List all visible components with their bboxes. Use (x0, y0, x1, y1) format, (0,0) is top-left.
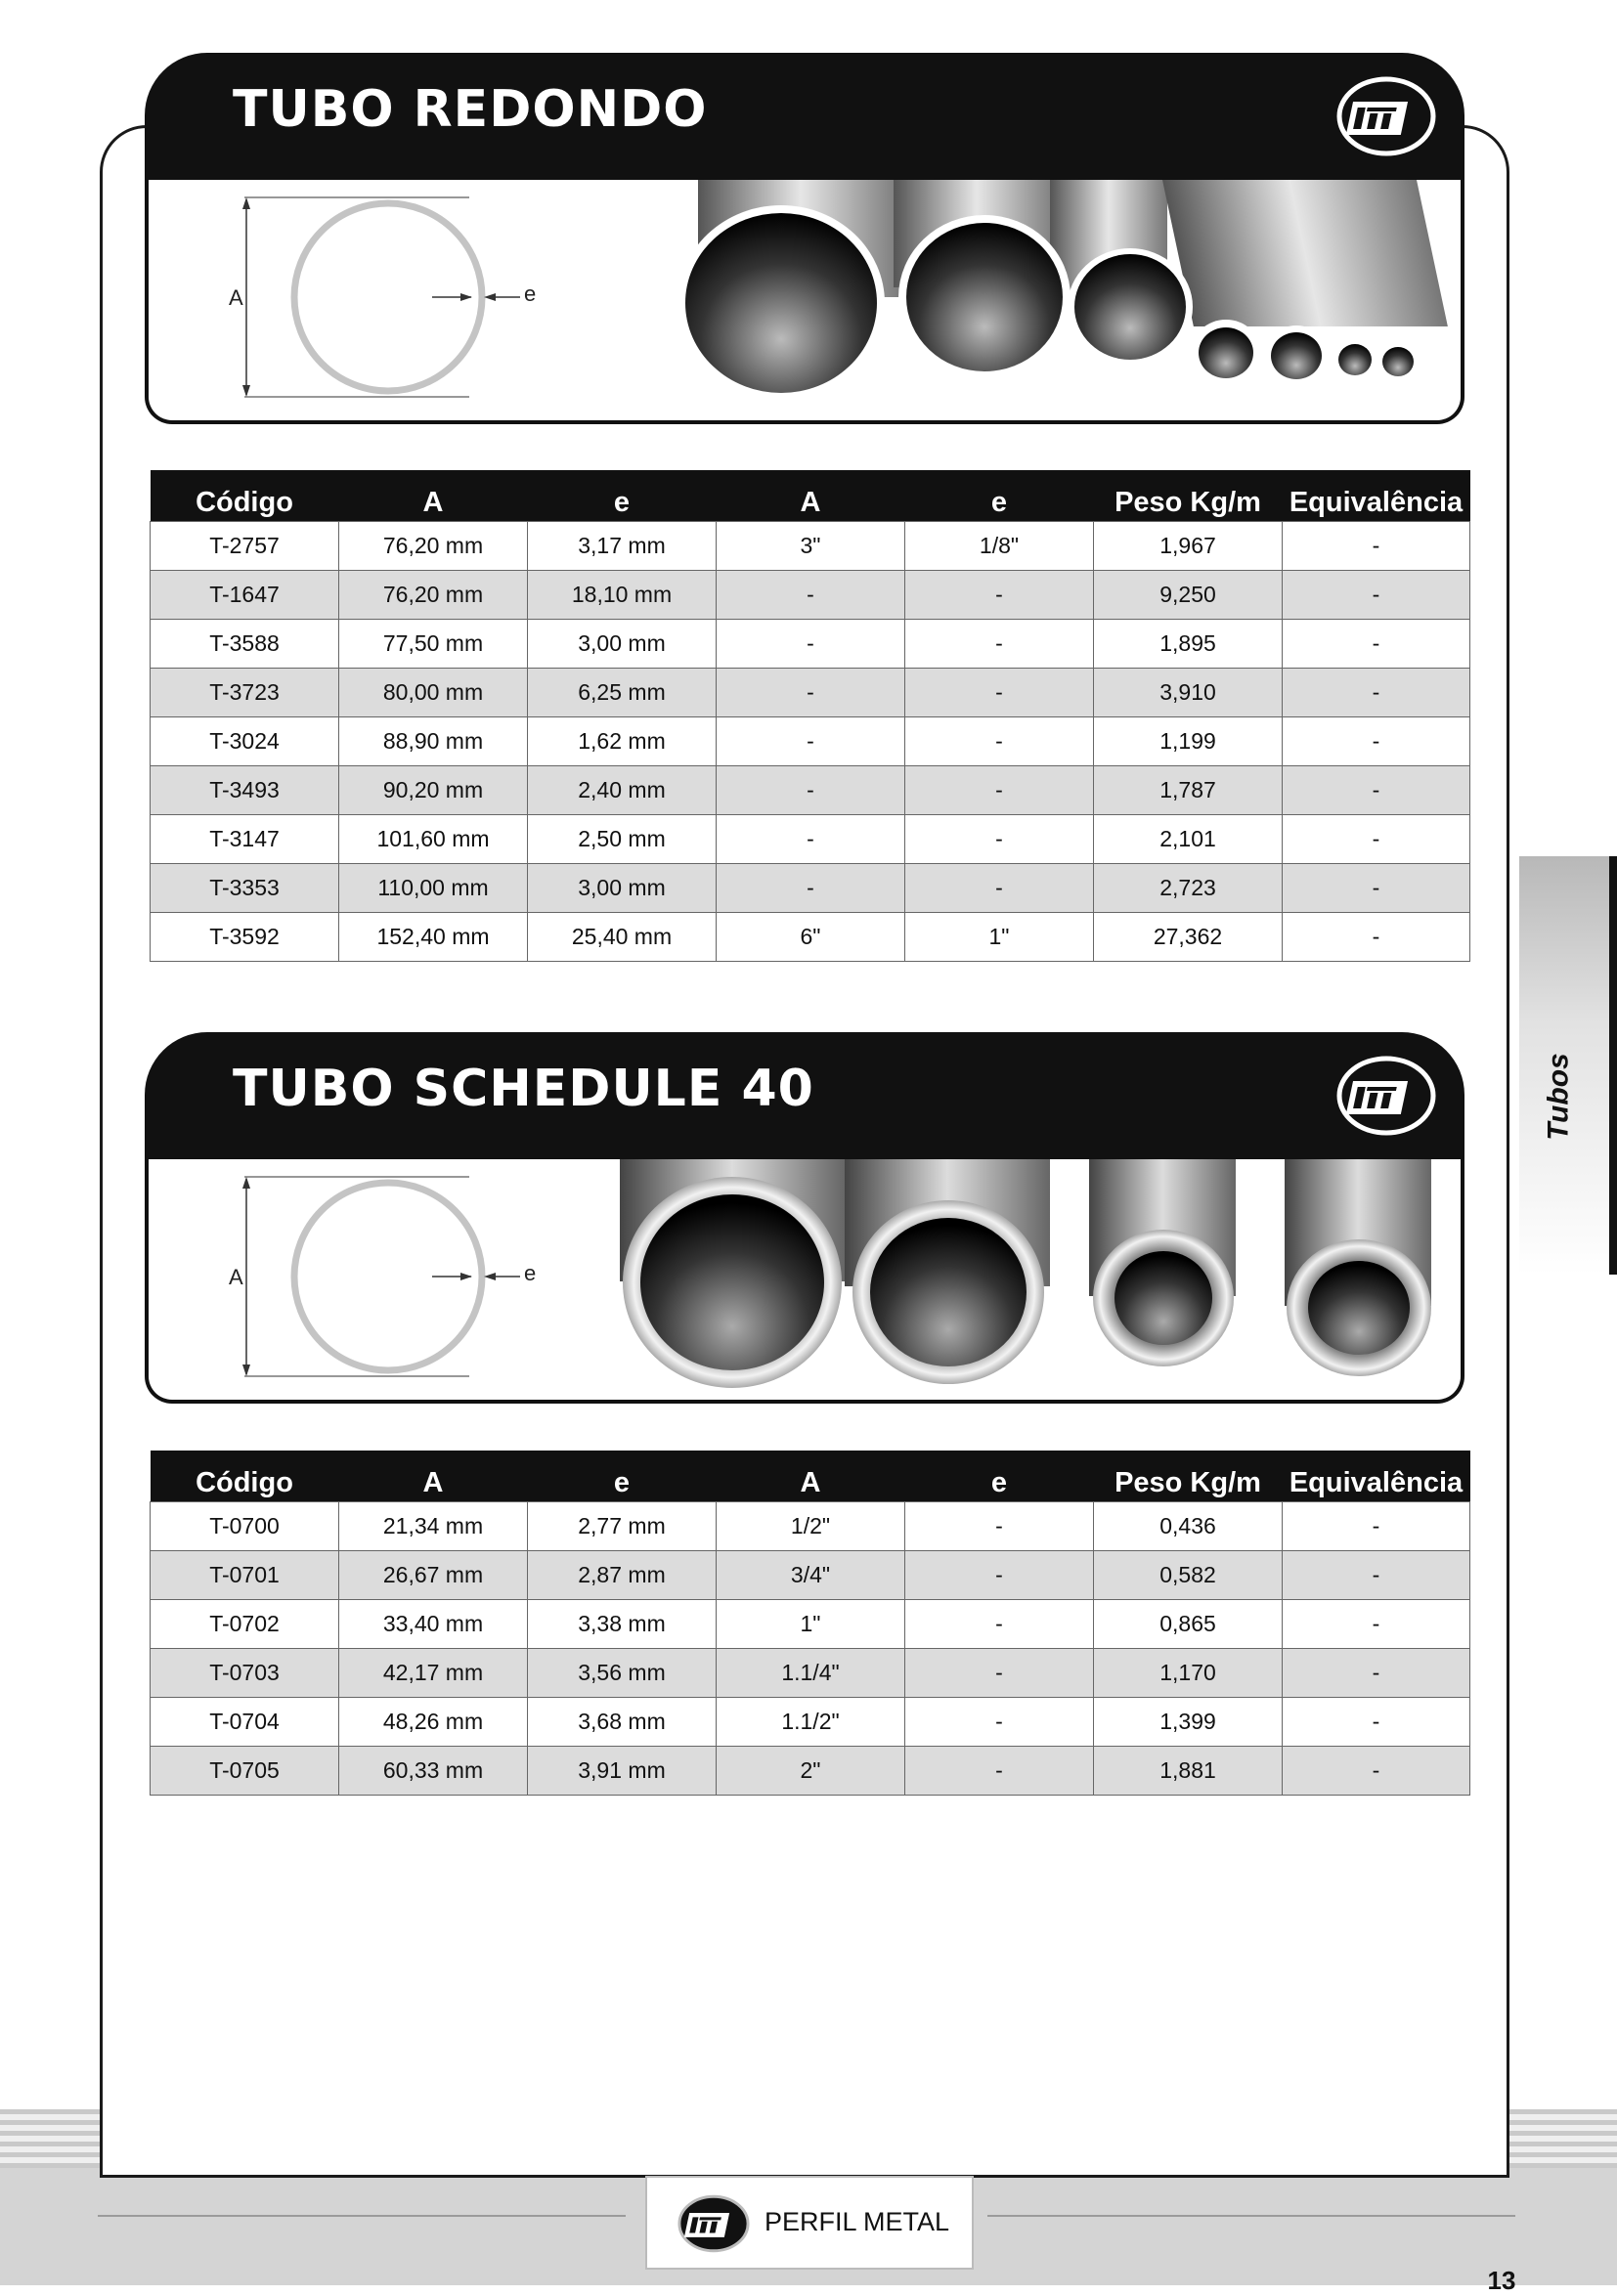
cell-equivalence: - (1283, 571, 1470, 620)
cell-weight: 3,910 (1094, 669, 1283, 717)
column-header: A (339, 1451, 528, 1502)
cell-weight: 27,362 (1094, 913, 1283, 962)
cell-e-mm: 6,25 mm (528, 669, 717, 717)
table-row (151, 913, 1470, 962)
cell-code: T-3493 (151, 766, 339, 815)
cell-weight: 9,250 (1094, 571, 1283, 620)
cell-equivalence: - (1283, 522, 1470, 571)
spec-table-redondo (150, 470, 1470, 962)
dimension-e-label: e (524, 1261, 537, 1285)
table-row (151, 864, 1470, 913)
cell-weight: 1,881 (1094, 1747, 1283, 1796)
cell-a-inch: 1" (717, 1600, 905, 1649)
cell-a-mm: 88,90 mm (339, 717, 528, 766)
cell-code: T-0705 (151, 1747, 339, 1796)
page-number: 13 (1487, 2266, 1516, 2295)
cell-a-mm: 77,50 mm (339, 620, 528, 669)
column-header: A (717, 1451, 905, 1502)
table-row (151, 717, 1470, 766)
column-header: e (528, 1451, 717, 1502)
cell-equivalence: - (1283, 717, 1470, 766)
cell-a-mm: 48,26 mm (339, 1698, 528, 1747)
cell-weight: 1,170 (1094, 1649, 1283, 1698)
cell-weight: 0,865 (1094, 1600, 1283, 1649)
cell-e-inch: - (905, 1551, 1094, 1600)
table-row (151, 1600, 1470, 1649)
cell-weight: 0,582 (1094, 1551, 1283, 1600)
cell-e-mm: 2,77 mm (528, 1502, 717, 1551)
cell-code: T-3353 (151, 864, 339, 913)
cell-a-inch: 1.1/4" (717, 1649, 905, 1698)
cell-code: T-0704 (151, 1698, 339, 1747)
column-header: e (905, 470, 1094, 522)
table-header-row (151, 1451, 1470, 1502)
cell-e-mm: 3,91 mm (528, 1747, 717, 1796)
tube-shapes (677, 180, 1448, 401)
table-row (151, 1698, 1470, 1747)
tube-shapes (620, 1159, 1431, 1388)
column-header: Equivalência (1283, 1451, 1470, 1502)
cell-e-inch: - (905, 864, 1094, 913)
cell-code: T-3592 (151, 913, 339, 962)
schedule-tubes-photo (581, 1159, 1461, 1400)
cell-code: T-0701 (151, 1551, 339, 1600)
cell-a-mm: 42,17 mm (339, 1649, 528, 1698)
side-tab-label-wrap (1530, 1053, 1589, 1141)
cell-e-mm: 3,00 mm (528, 620, 717, 669)
cell-code: T-3588 (151, 620, 339, 669)
table-row (151, 1747, 1470, 1796)
cell-a-inch: - (717, 864, 905, 913)
column-header: Peso Kg/m (1094, 1451, 1283, 1502)
cell-e-mm: 25,40 mm (528, 913, 717, 962)
section-header (145, 1032, 1464, 1159)
cell-equivalence: - (1283, 815, 1470, 864)
cell-e-inch: - (905, 620, 1094, 669)
footer-rule-right (987, 2215, 1515, 2217)
table-row (151, 620, 1470, 669)
cell-e-mm: 3,00 mm (528, 864, 717, 913)
footer-brand-name: PERFIL METAL (765, 2207, 950, 2236)
dimension-a-label: A (229, 285, 243, 310)
cell-e-inch: 1/8" (905, 522, 1094, 571)
cell-a-mm: 60,33 mm (339, 1747, 528, 1796)
column-header: e (528, 470, 717, 522)
cell-e-inch: - (905, 1649, 1094, 1698)
side-tab-label: Tubos (1543, 1053, 1576, 1141)
dimension-e-label: e (524, 282, 537, 306)
cell-a-inch: 1.1/2" (717, 1698, 905, 1747)
cross-section-diagram (168, 1159, 559, 1400)
column-header: A (717, 470, 905, 522)
cell-equivalence: - (1283, 620, 1470, 669)
table-row (151, 1649, 1470, 1698)
cell-e-mm: 2,87 mm (528, 1551, 717, 1600)
cell-equivalence: - (1283, 1698, 1470, 1747)
section-title: TUBO REDONDO (233, 80, 708, 139)
spec-table-schedule-40 (150, 1451, 1470, 1796)
table-row (151, 815, 1470, 864)
cell-e-inch: - (905, 1600, 1094, 1649)
cell-e-inch: - (905, 815, 1094, 864)
cell-e-mm: 2,40 mm (528, 766, 717, 815)
dimension-a-label: A (229, 1265, 243, 1289)
cell-code: T-2757 (151, 522, 339, 571)
brand-logo-icon (677, 2191, 751, 2256)
cell-e-inch: - (905, 1502, 1094, 1551)
cell-weight: 1,787 (1094, 766, 1283, 815)
cell-a-mm: 110,00 mm (339, 864, 528, 913)
column-header: Equivalência (1283, 470, 1470, 522)
cell-e-mm: 3,38 mm (528, 1600, 717, 1649)
cell-a-inch: 3/4" (717, 1551, 905, 1600)
cell-equivalence: - (1283, 1551, 1470, 1600)
cell-a-mm: 76,20 mm (339, 571, 528, 620)
cell-equivalence: - (1283, 1502, 1470, 1551)
column-header: Peso Kg/m (1094, 470, 1283, 522)
cell-equivalence: - (1283, 669, 1470, 717)
cell-weight: 2,723 (1094, 864, 1283, 913)
cell-code: T-0702 (151, 1600, 339, 1649)
product-image-panel (145, 180, 1464, 424)
cell-equivalence: - (1283, 1649, 1470, 1698)
cell-weight: 0,436 (1094, 1502, 1283, 1551)
cell-e-inch: - (905, 1747, 1094, 1796)
cell-a-inch: - (717, 717, 905, 766)
cell-e-inch: - (905, 571, 1094, 620)
side-tab-bar (1609, 856, 1617, 1275)
cell-a-mm: 21,34 mm (339, 1502, 528, 1551)
cell-e-mm: 1,62 mm (528, 717, 717, 766)
cell-e-inch: 1" (905, 913, 1094, 962)
cell-a-inch: 3" (717, 522, 905, 571)
cell-e-mm: 18,10 mm (528, 571, 717, 620)
cell-a-inch: - (717, 815, 905, 864)
cell-code: T-1647 (151, 571, 339, 620)
section-header (145, 53, 1464, 180)
cell-weight: 1,967 (1094, 522, 1283, 571)
cell-a-inch: 1/2" (717, 1502, 905, 1551)
cell-a-mm: 80,00 mm (339, 669, 528, 717)
column-header: Código (151, 1451, 339, 1502)
cell-a-mm: 101,60 mm (339, 815, 528, 864)
cell-a-mm: 33,40 mm (339, 1600, 528, 1649)
cell-equivalence: - (1283, 1600, 1470, 1649)
cell-e-mm: 3,68 mm (528, 1698, 717, 1747)
cell-code: T-3723 (151, 669, 339, 717)
cell-a-inch: 2" (717, 1747, 905, 1796)
cell-e-inch: - (905, 669, 1094, 717)
table-header-row (151, 470, 1470, 522)
table-row (151, 522, 1470, 571)
cell-a-mm: 90,20 mm (339, 766, 528, 815)
cell-equivalence: - (1283, 913, 1470, 962)
cell-a-inch: 6" (717, 913, 905, 962)
cell-weight: 1,199 (1094, 717, 1283, 766)
column-header: A (339, 470, 528, 522)
cross-section-diagram (168, 180, 559, 420)
cell-a-inch: - (717, 669, 905, 717)
cell-code: T-0700 (151, 1502, 339, 1551)
cell-a-mm: 152,40 mm (339, 913, 528, 962)
cell-a-inch: - (717, 571, 905, 620)
footer-rule-left (98, 2215, 626, 2217)
cell-a-mm: 26,67 mm (339, 1551, 528, 1600)
cell-equivalence: - (1283, 1747, 1470, 1796)
product-image-panel (145, 1159, 1464, 1404)
column-header: Código (151, 470, 339, 522)
cell-e-inch: - (905, 766, 1094, 815)
cell-e-inch: - (905, 717, 1094, 766)
round-tubes-photo (639, 180, 1461, 420)
cell-equivalence: - (1283, 766, 1470, 815)
cell-weight: 2,101 (1094, 815, 1283, 864)
table-row (151, 669, 1470, 717)
cell-code: T-3024 (151, 717, 339, 766)
brand-logo-icon (1335, 74, 1437, 158)
table-row (151, 766, 1470, 815)
cell-a-inch: - (717, 620, 905, 669)
table-row (151, 1502, 1470, 1551)
cell-code: T-0703 (151, 1649, 339, 1698)
table-row (151, 571, 1470, 620)
column-header: e (905, 1451, 1094, 1502)
cell-equivalence: - (1283, 864, 1470, 913)
cell-code: T-3147 (151, 815, 339, 864)
cell-a-mm: 76,20 mm (339, 522, 528, 571)
cell-e-mm: 2,50 mm (528, 815, 717, 864)
footer-brand-box (645, 2176, 974, 2270)
cell-weight: 1,895 (1094, 620, 1283, 669)
section-tubo-schedule-40 (145, 1032, 1464, 1408)
brand-logo-icon (1335, 1054, 1437, 1138)
cell-weight: 1,399 (1094, 1698, 1283, 1747)
cell-e-mm: 3,56 mm (528, 1649, 717, 1698)
table-row (151, 1551, 1470, 1600)
cell-e-mm: 3,17 mm (528, 522, 717, 571)
cell-a-inch: - (717, 766, 905, 815)
section-title: TUBO SCHEDULE 40 (233, 1060, 814, 1118)
section-tubo-redondo (145, 53, 1464, 428)
cell-e-inch: - (905, 1698, 1094, 1747)
